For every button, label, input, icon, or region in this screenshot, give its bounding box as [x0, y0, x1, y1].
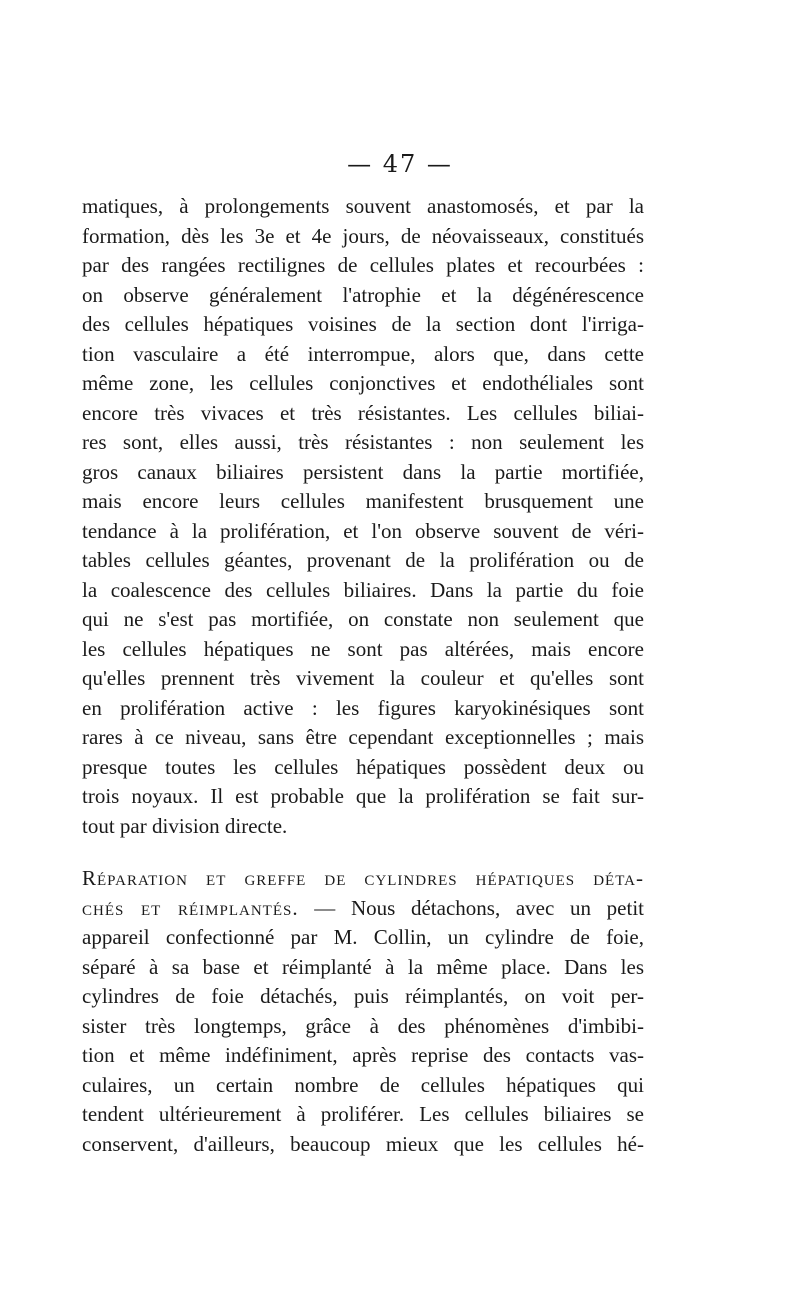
text-line: encore très vivaces et très résistantes. Les cellules biliai-	[82, 400, 644, 425]
text-line: même zone, les cellules conjonctives et endothéliales sont	[82, 371, 644, 395]
text-line: gros canaux biliaires persistent dans la partie mortifiée,	[82, 459, 644, 484]
section-heading: Réparation et greffe de cylindres hépatiques déta-	[82, 866, 644, 890]
section-heading-continued: chés et réimplantés.	[82, 895, 299, 920]
text-line: les cellules hépatiques ne sont pas altérées, mais encore	[82, 636, 644, 661]
text-line: rares à ce niveau, sans être cependant exceptionnelles ; mais	[82, 725, 644, 749]
text-line	[82, 894, 644, 924]
text-line: cylindres de foie détachés, puis réimplantés, on voit per-	[82, 984, 644, 1008]
text-line: on observe généralement l'atrophie et la dégénérescence	[82, 282, 644, 307]
page-number: — 47 —	[347, 150, 453, 178]
text-line: qu'elles prennent très vivement la couleur et qu'elles sont	[82, 666, 644, 690]
text-line: mais encore leurs cellules manifestent brusquement une	[82, 489, 644, 513]
paragraph-2	[82, 864, 644, 1159]
text-line: sister très longtemps, grâce à des phénomènes d'imbibi-	[82, 1013, 644, 1038]
text-line: res sont, elles aussi, très résistantes : non seulement les	[82, 430, 644, 454]
text-line: la coalescence des cellules biliaires. Dans la partie du foie	[82, 577, 644, 602]
text-line: presque toutes les cellules hépatiques possèdent deux ou	[82, 754, 644, 779]
text-line: matiques, à prolongements souvent anastomosés, et par la	[82, 194, 644, 218]
text-line: tion et même indéfiniment, après reprise des contacts vas-	[82, 1043, 644, 1067]
text-run: — Nous détachons, avec un petit	[298, 895, 644, 920]
text-line: conservent, d'ailleurs, beaucoup mieux que les cellules hé-	[82, 1131, 644, 1156]
text-line: formation, dès les 3e et 4e jours, de néovaisseaux, constitués	[82, 223, 644, 248]
text-line: tendance à la prolifération, et l'on observe souvent de véri-	[82, 518, 644, 543]
text-line: appareil confectionné par M. Collin, un cylindre de foie,	[82, 925, 644, 949]
text-line: par des rangées rectilignes de cellules plates et recourbées :	[82, 253, 644, 277]
text-line: trois noyaux. Il est probable que la prolifération se fait sur-	[82, 784, 644, 808]
text-line: culaires, un certain nombre de cellules hépatiques qui	[82, 1072, 644, 1097]
paragraph-1	[82, 192, 644, 841]
text-line: tables cellules géantes, provenant de la prolifération ou de	[82, 548, 644, 572]
text-line: qui ne s'est pas mortifiée, on constate non seulement que	[82, 607, 644, 631]
text-line: tion vasculaire a été interrompue, alors que, dans cette	[82, 341, 644, 366]
text-line: des cellules hépatiques voisines de la section dont l'irriga-	[82, 312, 644, 336]
text-line: séparé à sa base et réimplanté à la même place. Dans les	[82, 954, 644, 979]
text-line: tendent ultérieurement à proliférer. Les cellules biliaires se	[82, 1102, 644, 1126]
text-line: tout par division directe.	[82, 813, 288, 838]
text-line: en prolifération active : les figures karyokinésiques sont	[82, 695, 644, 720]
